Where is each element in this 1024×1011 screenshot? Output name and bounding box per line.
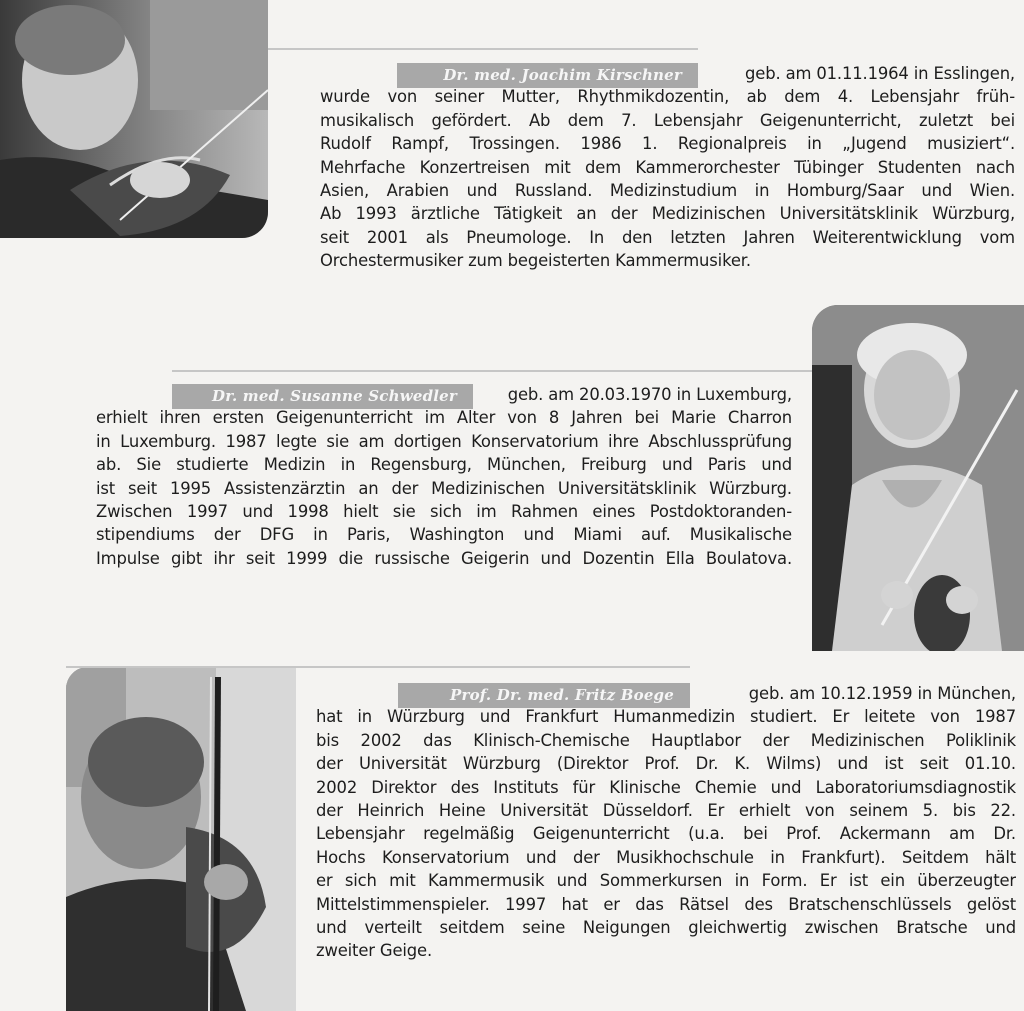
bio-line: Asien, Arabien und Russland. Medizinstudium in Homburg/Saar und Wien. (320, 181, 1015, 201)
bio-text (96, 383, 792, 570)
bio-line: 2002 Direktor des Instituts für Klinische Chemie und Laboratoriumsdiagnostik (316, 777, 1016, 797)
name-label: Prof. Dr. med. Fritz Boege (398, 683, 690, 708)
bio-line: Ab 1993 ärztliche Tätigkeit an der Medizinischen Universitätsklinik Würzburg, (320, 204, 1015, 224)
bio-line: bis 2002 das Klinisch-Chemische Hauptlabor der Medizinischen Poliklinik (316, 730, 1016, 750)
bio-line: zweiter Geige. (316, 941, 433, 961)
bio-line: Lebensjahr regelmäßig Geigenunterricht (u.a. bei Prof. Ackermann am Dr. (316, 824, 1016, 844)
name-label: Dr. med. Susanne Schwedler (172, 384, 473, 409)
name-label: Dr. med. Joachim Kirschner (397, 63, 698, 88)
photo-susanne-schwedler (812, 305, 1024, 651)
bio-line: geb. am 01.11.1964 in Esslingen, (745, 64, 1015, 83)
bio-line: hat in Würzburg und Frankfurt Humanmedizin studiert. Er leitete von 1987 (316, 707, 1016, 727)
bio-line: wurde von seiner Mutter, Rhythmikdozentin, ab dem 4. Lebensjahr früh- (320, 87, 1015, 107)
bio-line: und verteilt seitdem seine Neigungen gleichwertig zwischen Bratsche und (316, 918, 1016, 938)
bio-line: Zwischen 1997 und 1998 hielt sie sich im Rahmen eines Postdoktoranden- (96, 502, 792, 522)
bio-line: geb. am 10.12.1959 in München, (748, 684, 1016, 703)
bio-line: Mittelstimmenspieler. 1997 hat er das Rätsel des Bratschenschlüssels gelöst (316, 894, 1016, 914)
bio-line: ab. Sie studierte Medizin in Regensburg, München, Freiburg und Paris und (96, 455, 792, 475)
bio-line: erhielt ihren ersten Geigenunterricht im Alter von 8 Jahren bei Marie Charron (96, 408, 792, 428)
bio-line: der Universität Würzburg (Direktor Prof. Dr. K. Wilms) und ist seit 01.10. (316, 754, 1016, 774)
bio-line: geb. am 20.03.1970 in Luxemburg, (507, 385, 792, 404)
divider-rule (66, 666, 690, 668)
divider-rule (172, 370, 812, 372)
photo-fritz-boege (66, 667, 296, 1011)
bio-line: seit 2001 als Pneumologe. In den letzten Jahren Weiterentwicklung vom (320, 227, 1015, 247)
bio-line: Mehrfache Konzertreisen mit dem Kammerorchester Tübinger Studenten nach (320, 157, 1015, 177)
bio-line: ist seit 1995 Assistenzärztin an der Medizinischen Universitätsklinik Würzburg. (96, 478, 792, 498)
divider-rule (268, 48, 698, 50)
bio-line: musikalisch gefördert. Ab dem 7. Lebensjahr Geigenunterricht, zuletzt bei (320, 110, 1015, 130)
bio-line: Hochs Konservatorium und der Musikhochschule in Frankfurt). Seitdem hält (316, 847, 1016, 867)
bio-text (316, 682, 1016, 963)
bio-line: der Heinrich Heine Universität Düsseldorf. Er erhielt von seinem 5. bis 22. (316, 801, 1016, 821)
bio-line: er sich mit Kammermusik und Sommerkursen in Form. Er ist ein überzeugter (316, 871, 1016, 891)
photo-joachim-kirschner (0, 0, 268, 238)
bio-line: Rudolf Rampf, Trossingen. 1986 1. Regionalpreis in „Jugend musiziert“. (320, 134, 1015, 154)
bio-text (320, 62, 1015, 273)
bio-line: stipendiums der DFG in Paris, Washington und Miami auf. Musikalische (96, 525, 792, 545)
bio-line: Impulse gibt ihr seit 1999 die russische Geigerin und Dozentin Ella Boulatova. (96, 548, 792, 568)
bio-line: Orchestermusiker zum begeisterten Kammermusiker. (320, 251, 751, 271)
bio-line: in Luxemburg. 1987 legte sie am dortigen Konservatorium ihre Abschlussprüfung (96, 431, 792, 451)
